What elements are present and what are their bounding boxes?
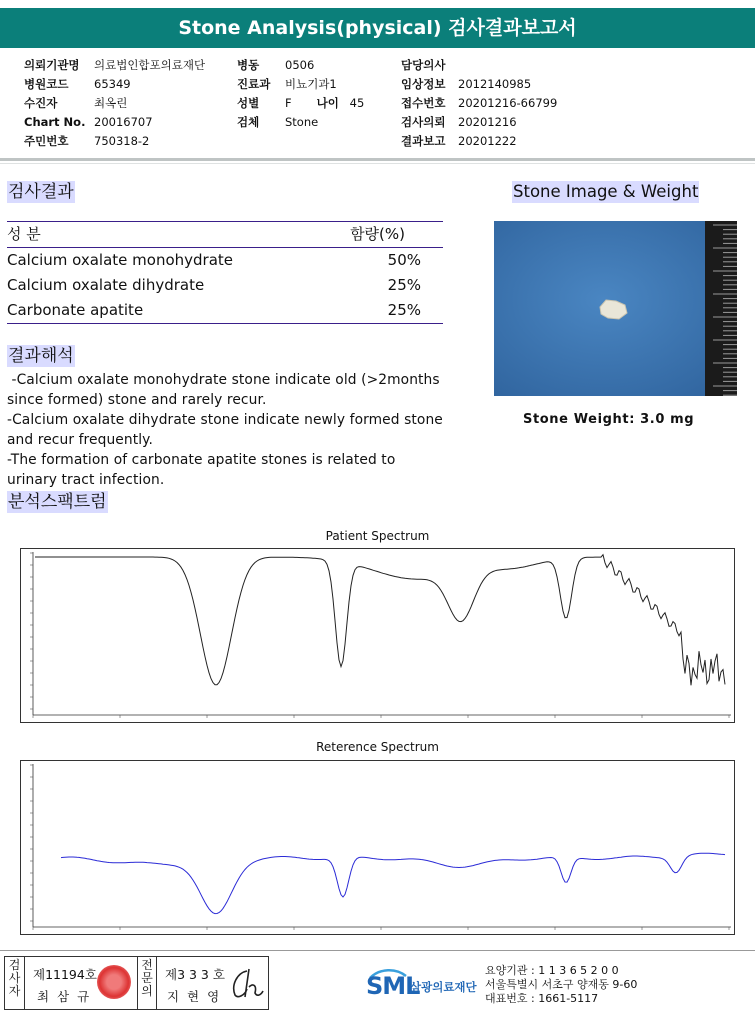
patient-spectrum-title: Patient Spectrum bbox=[325, 529, 430, 543]
component-amount: 25% bbox=[387, 276, 421, 294]
reference-spectrum-svg bbox=[21, 761, 734, 934]
signature-icon bbox=[227, 963, 265, 1003]
info-label: 임상정보 bbox=[401, 77, 446, 91]
info-label: 결과보고 bbox=[401, 134, 446, 148]
info-value: F bbox=[285, 96, 292, 110]
contact-line: 대표번호 : 1661-5117 bbox=[485, 992, 599, 1005]
info-value: 의료법인합포의료재단 bbox=[94, 58, 206, 72]
interpretation-line: -Calcium oxalate monohydrate stone indicate old (>2months bbox=[7, 372, 440, 388]
table-row bbox=[7, 248, 443, 273]
patient-spectrum-svg bbox=[21, 549, 734, 722]
info-column-2 bbox=[237, 56, 364, 132]
header-divider-thin bbox=[0, 163, 755, 164]
composition-table bbox=[7, 221, 443, 324]
contact-line: 요양기관 : 1 1 3 6 5 2 0 0 bbox=[485, 964, 619, 977]
info-value: Stone bbox=[285, 115, 319, 129]
age-label: 나이 bbox=[316, 96, 339, 110]
result-heading: 검사결과 bbox=[8, 182, 74, 202]
specialist-label-text: 전문의 bbox=[141, 958, 153, 998]
component-amount: 25% bbox=[387, 301, 421, 319]
component-name: Carbonate apatite bbox=[7, 301, 144, 319]
info-label: 의뢰기관명 bbox=[24, 58, 80, 72]
interpretation-line: urinary tract infection. bbox=[7, 472, 165, 488]
component-column-header: 성 분 bbox=[7, 225, 41, 243]
info-label: 병동 bbox=[237, 58, 260, 72]
info-label: 담당의사 bbox=[401, 58, 446, 72]
info-value: 20016707 bbox=[94, 115, 153, 129]
sml-logo bbox=[366, 966, 477, 1004]
footer-divider bbox=[0, 950, 755, 951]
reference-spectrum-line bbox=[61, 853, 725, 913]
interpretation-text bbox=[7, 370, 482, 490]
contact-line: 서울특별시 서초구 양재동 9-60 bbox=[485, 978, 638, 991]
info-value: 65349 bbox=[94, 77, 131, 91]
info-label: Chart No. bbox=[24, 115, 86, 129]
table-header-row bbox=[7, 222, 443, 247]
info-value: 20201216-66799 bbox=[458, 96, 558, 110]
header-divider bbox=[0, 158, 755, 161]
info-value: 최옥린 bbox=[94, 96, 128, 110]
patient-spectrum-plot bbox=[20, 548, 735, 723]
table-rule bbox=[7, 323, 443, 324]
info-value: 750318-2 bbox=[94, 134, 150, 148]
examiner-license: 제11194호 bbox=[33, 967, 97, 982]
interpretation-line: since formed) stone and rarely recur. bbox=[7, 392, 267, 408]
specialist-license: 제3 3 3 호 bbox=[165, 967, 225, 982]
info-label: 성별 bbox=[237, 96, 260, 110]
stone-weight: Stone Weight: 3.0 mg bbox=[523, 412, 695, 427]
info-value: 0506 bbox=[285, 58, 315, 72]
info-label: 진료과 bbox=[237, 77, 271, 91]
info-value: 비뇨기과1 bbox=[285, 77, 337, 91]
component-amount: 50% bbox=[387, 251, 421, 269]
interpretation-line: and recur frequently. bbox=[7, 432, 153, 448]
info-value: 2012140985 bbox=[458, 77, 532, 91]
stone-photo-svg bbox=[494, 221, 737, 396]
ruler bbox=[705, 221, 737, 396]
reference-spectrum-plot bbox=[20, 760, 735, 935]
examiner-label-text: 검사자 bbox=[8, 958, 21, 998]
component-name: Calcium oxalate monohydrate bbox=[7, 251, 234, 269]
table-row bbox=[7, 298, 443, 323]
signature-box bbox=[4, 956, 269, 1010]
info-label: 접수번호 bbox=[401, 96, 446, 110]
info-value: 20201222 bbox=[458, 134, 517, 148]
organization-name: 삼광의료재단 bbox=[410, 980, 477, 994]
info-value: 20201216 bbox=[458, 115, 517, 129]
interpretation-line: -Calcium oxalate dihydrate stone indicate newly formed stone bbox=[7, 412, 443, 428]
info-label: 주민번호 bbox=[24, 134, 69, 148]
table-row bbox=[7, 273, 443, 298]
info-column-1 bbox=[24, 56, 205, 151]
examiner-name: 최 삼 규 bbox=[37, 989, 92, 1004]
reference-spectrum-title: Reterence Spectrum bbox=[316, 740, 439, 754]
interpretation-heading: 결과해석 bbox=[8, 346, 74, 366]
seal-stamp-icon bbox=[97, 965, 131, 999]
stone-heading: Stone Image & Weight bbox=[513, 182, 699, 201]
info-label: 병원코드 bbox=[24, 77, 69, 91]
info-column-3 bbox=[401, 56, 557, 151]
info-label: 검체 bbox=[237, 115, 260, 129]
sml-logo-text: SML bbox=[366, 972, 420, 1000]
info-label: 검사의뢰 bbox=[401, 115, 446, 129]
spectrum-heading: 분석스팩트럼 bbox=[8, 492, 107, 512]
info-label: 수진자 bbox=[24, 96, 58, 110]
component-name: Calcium oxalate dihydrate bbox=[7, 276, 205, 294]
patient-spectrum-line bbox=[35, 555, 725, 686]
specialist-label bbox=[137, 957, 157, 1009]
report-title: Stone Analysis(physical) 검사결과보고서 bbox=[0, 8, 755, 48]
amount-column-header: 함량(%) bbox=[350, 225, 405, 243]
interpretation-line: -The formation of carbonate apatite stones is related to bbox=[7, 452, 396, 468]
stone-photo bbox=[494, 221, 737, 396]
age-value: 45 bbox=[349, 96, 365, 110]
specialist-name: 지 현 영 bbox=[167, 989, 222, 1004]
examiner-label bbox=[5, 957, 25, 1009]
contact-info bbox=[485, 964, 637, 1006]
